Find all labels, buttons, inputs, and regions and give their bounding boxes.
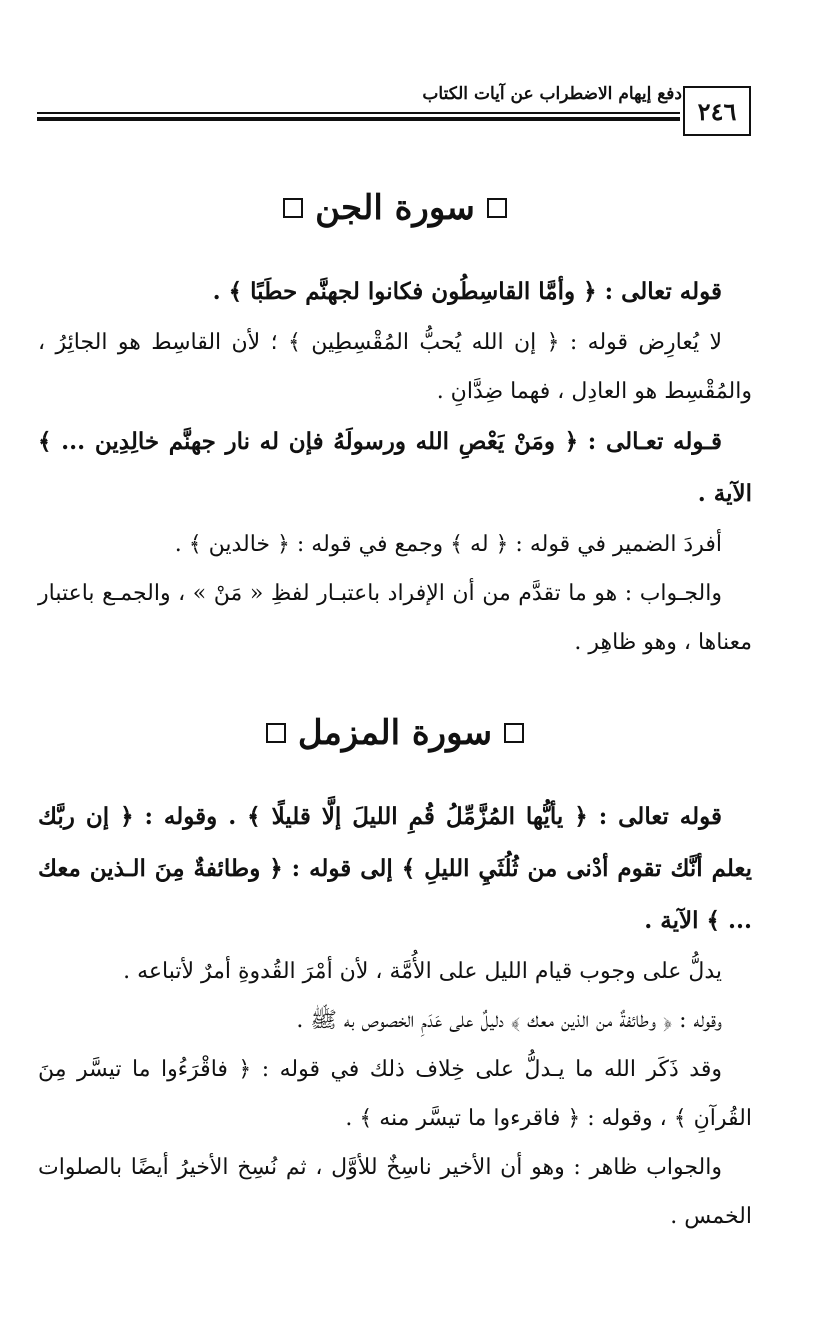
section-gap [38,667,752,695]
surah-title: سورة الجن [315,188,475,228]
commentary-paragraph: وقد ذَكَر الله ما يـدلُّ على خِلاف ذلك في قوله : ﴿ فاقْرَءُوا ما تيسَّر مِنَ القُرآنِ ﴾ ، وقوله : ﴿ فاقرءوا ما تيسَّر منه ﴾ . [38,1057,752,1131]
answer-paragraph: والجواب ظاهر : وهو أن الأخير ناسِخٌ للأوَّل ، ثم نُسِخ الأخيرُ أيضًا بالصلوات الخمس . [38,1155,752,1229]
commentary-paragraph: يدلُّ على وجوب قيام الليل على الأُمَّة ، لأن أمْرَ القُدوةِ أمرٌ لأتباعه . [123,959,722,984]
square-icon [283,198,303,218]
header-rule-thin [37,112,680,114]
surah-heading-muzzammil [38,713,752,753]
verse-paragraph: قوله تعالى : ﴿ وأمَّا القاسِطُون فكانوا لجهنَّم حطَبًا ﴾ . [212,278,722,305]
page-body [38,170,752,1241]
page-header [0,0,832,150]
square-icon [487,198,507,218]
commentary-paragraph: وقوله : ﴿ وطائفةٌ من الذين معك ﴾ دليلٌ على عَدَمِ الخصوص به ﷺ . [296,1008,722,1033]
running-title: دفع إيهام الاضطراب عن آيات الكتاب [422,84,682,104]
answer-paragraph: والجـواب : هو ما تقدَّم من أن الإفراد باعتبـار لفظِ « مَنْ » ، والجمـع باعتبار معناها ، وهو ظاهِر . [38,581,752,655]
verse-paragraph: قوله تعالى : ﴿ يأيُّها المُزَّمِّلُ قُمِ الليلَ إلَّا قليلًا ﴾ . وقوله : ﴿ إن ربَّك يعلم أنَّك تقوم أدْنى من ثُلُثَيِ الليلِ ﴾ إلى قوله : ﴿ وطائفةٌ مِنَ الـذين معك ... ﴾ الآية . [38,803,752,934]
surah-heading-jinn [38,188,752,228]
commentary-paragraph: أفردَ الضمير في قوله : ﴿ له ﴾ وجمع في قوله : ﴿ خالدين ﴾ . [174,532,722,557]
verse-paragraph: قـوله تعـالى : ﴿ ومَنْ يَعْصِ الله ورسولَهُ فإن له نار جهنَّم خالِدِين ... ﴾ الآية . [38,428,752,507]
commentary-paragraph: لا يُعارِض قوله : ﴿ إن الله يُحبُّ المُقْسِطِين ﴾ ؛ لأن القاسِط هو الجائِرُ ، والمُقْسِط هو العادِل ، فهما ضِدَّانِ . [38,330,752,404]
surah-title: سورة المزمل [297,713,493,753]
square-icon [504,723,524,743]
square-icon [266,723,286,743]
page-number: ٢٤٦ [683,86,751,136]
header-rule-thick [37,117,680,121]
